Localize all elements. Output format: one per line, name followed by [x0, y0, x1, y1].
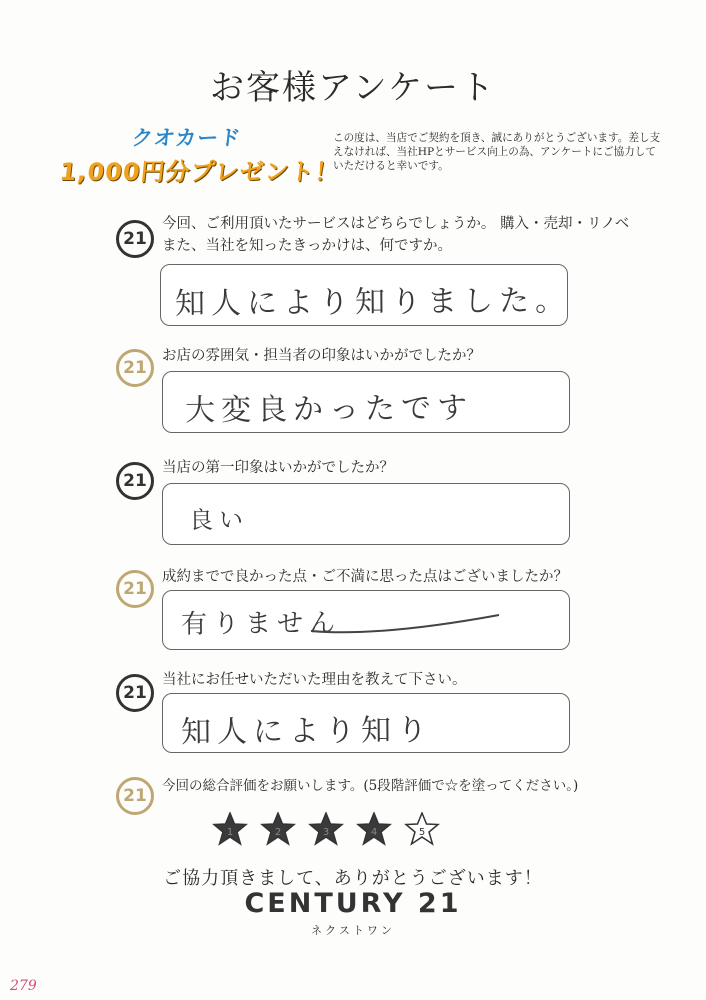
century21-logo-icon: 21 — [116, 777, 154, 815]
answer-box-5[interactable] — [162, 693, 570, 753]
handwritten-stroke — [309, 609, 509, 639]
answer-1-text: 知人により知りました。 — [174, 283, 572, 322]
question-3-text: 当店の第一印象はいかがでしたか？ — [162, 460, 394, 476]
question-1-line2: また、当社を知ったきっかけは、何ですか。 — [162, 238, 452, 254]
century21-logo-icon: 21 — [116, 674, 154, 712]
rating-star-5-icon[interactable] — [404, 812, 440, 846]
page-number: 279 — [10, 978, 37, 994]
question-1-line1: 今回、ご利用頂いたサービスはどちらでしょうか。 購入・売却・リノベ — [162, 216, 630, 232]
century21-logo-icon: 21 — [116, 349, 154, 387]
rating-star-label: 5 — [418, 827, 426, 838]
brand-subtitle: ネクストワン — [311, 924, 395, 937]
century21-logo-icon: 21 — [116, 462, 154, 500]
rating-star-label: 2 — [274, 827, 282, 838]
question-5-text: 当社にお任せいただいた理由を教えて下さい。 — [162, 672, 467, 688]
thanks-message: ご協力頂きまして、ありがとうございます！ — [163, 868, 543, 889]
century21-logo-icon: 21 — [116, 220, 154, 258]
rating-star-label: 3 — [322, 827, 330, 838]
rating-star-2-icon[interactable] — [260, 812, 296, 846]
century21-brand-logo: CENTURY 21 — [244, 888, 462, 919]
answer-box-4[interactable] — [162, 590, 570, 650]
answer-box-2[interactable] — [162, 371, 570, 433]
promo-present: 1,000円分プレゼント！ — [58, 158, 342, 186]
promo-quo-card: クオカード — [130, 126, 243, 150]
answer-box-3[interactable] — [162, 483, 570, 545]
answer-2-text: 大変良かったです — [184, 390, 474, 429]
answer-box-1[interactable] — [160, 264, 572, 326]
question-6-text: 今回の総合評価をお願いします。(5段階評価で☆を塗ってください。) — [162, 778, 579, 794]
answer-3-text: 良い — [188, 505, 250, 535]
rating-star-4-icon[interactable] — [356, 812, 392, 846]
rating-star-label: 1 — [226, 827, 234, 838]
rating-star-1-icon[interactable] — [212, 812, 248, 846]
rating-star-3-icon[interactable] — [308, 812, 344, 846]
question-2-text: お店の雰囲気・担当者の印象はいかがでしたか？ — [162, 348, 481, 364]
answer-4-text: 有りません — [180, 608, 342, 640]
question-4-text: 成約までで良かった点・ご不満に思った点はございましたか？ — [162, 569, 568, 585]
intro-text: この度は、当店でご契約を頂き、誠にありがとうございます。差し支えなければ、当社HPとサービス向上の為、アンケートにご協力していただけると幸いです。 — [333, 132, 661, 172]
century21-logo-icon: 21 — [116, 570, 154, 608]
page-title: お客様アンケート — [210, 68, 496, 108]
answer-5-text: 知人により知り — [180, 712, 434, 751]
rating-star-label: 4 — [370, 827, 378, 838]
rating-stars — [212, 812, 440, 846]
